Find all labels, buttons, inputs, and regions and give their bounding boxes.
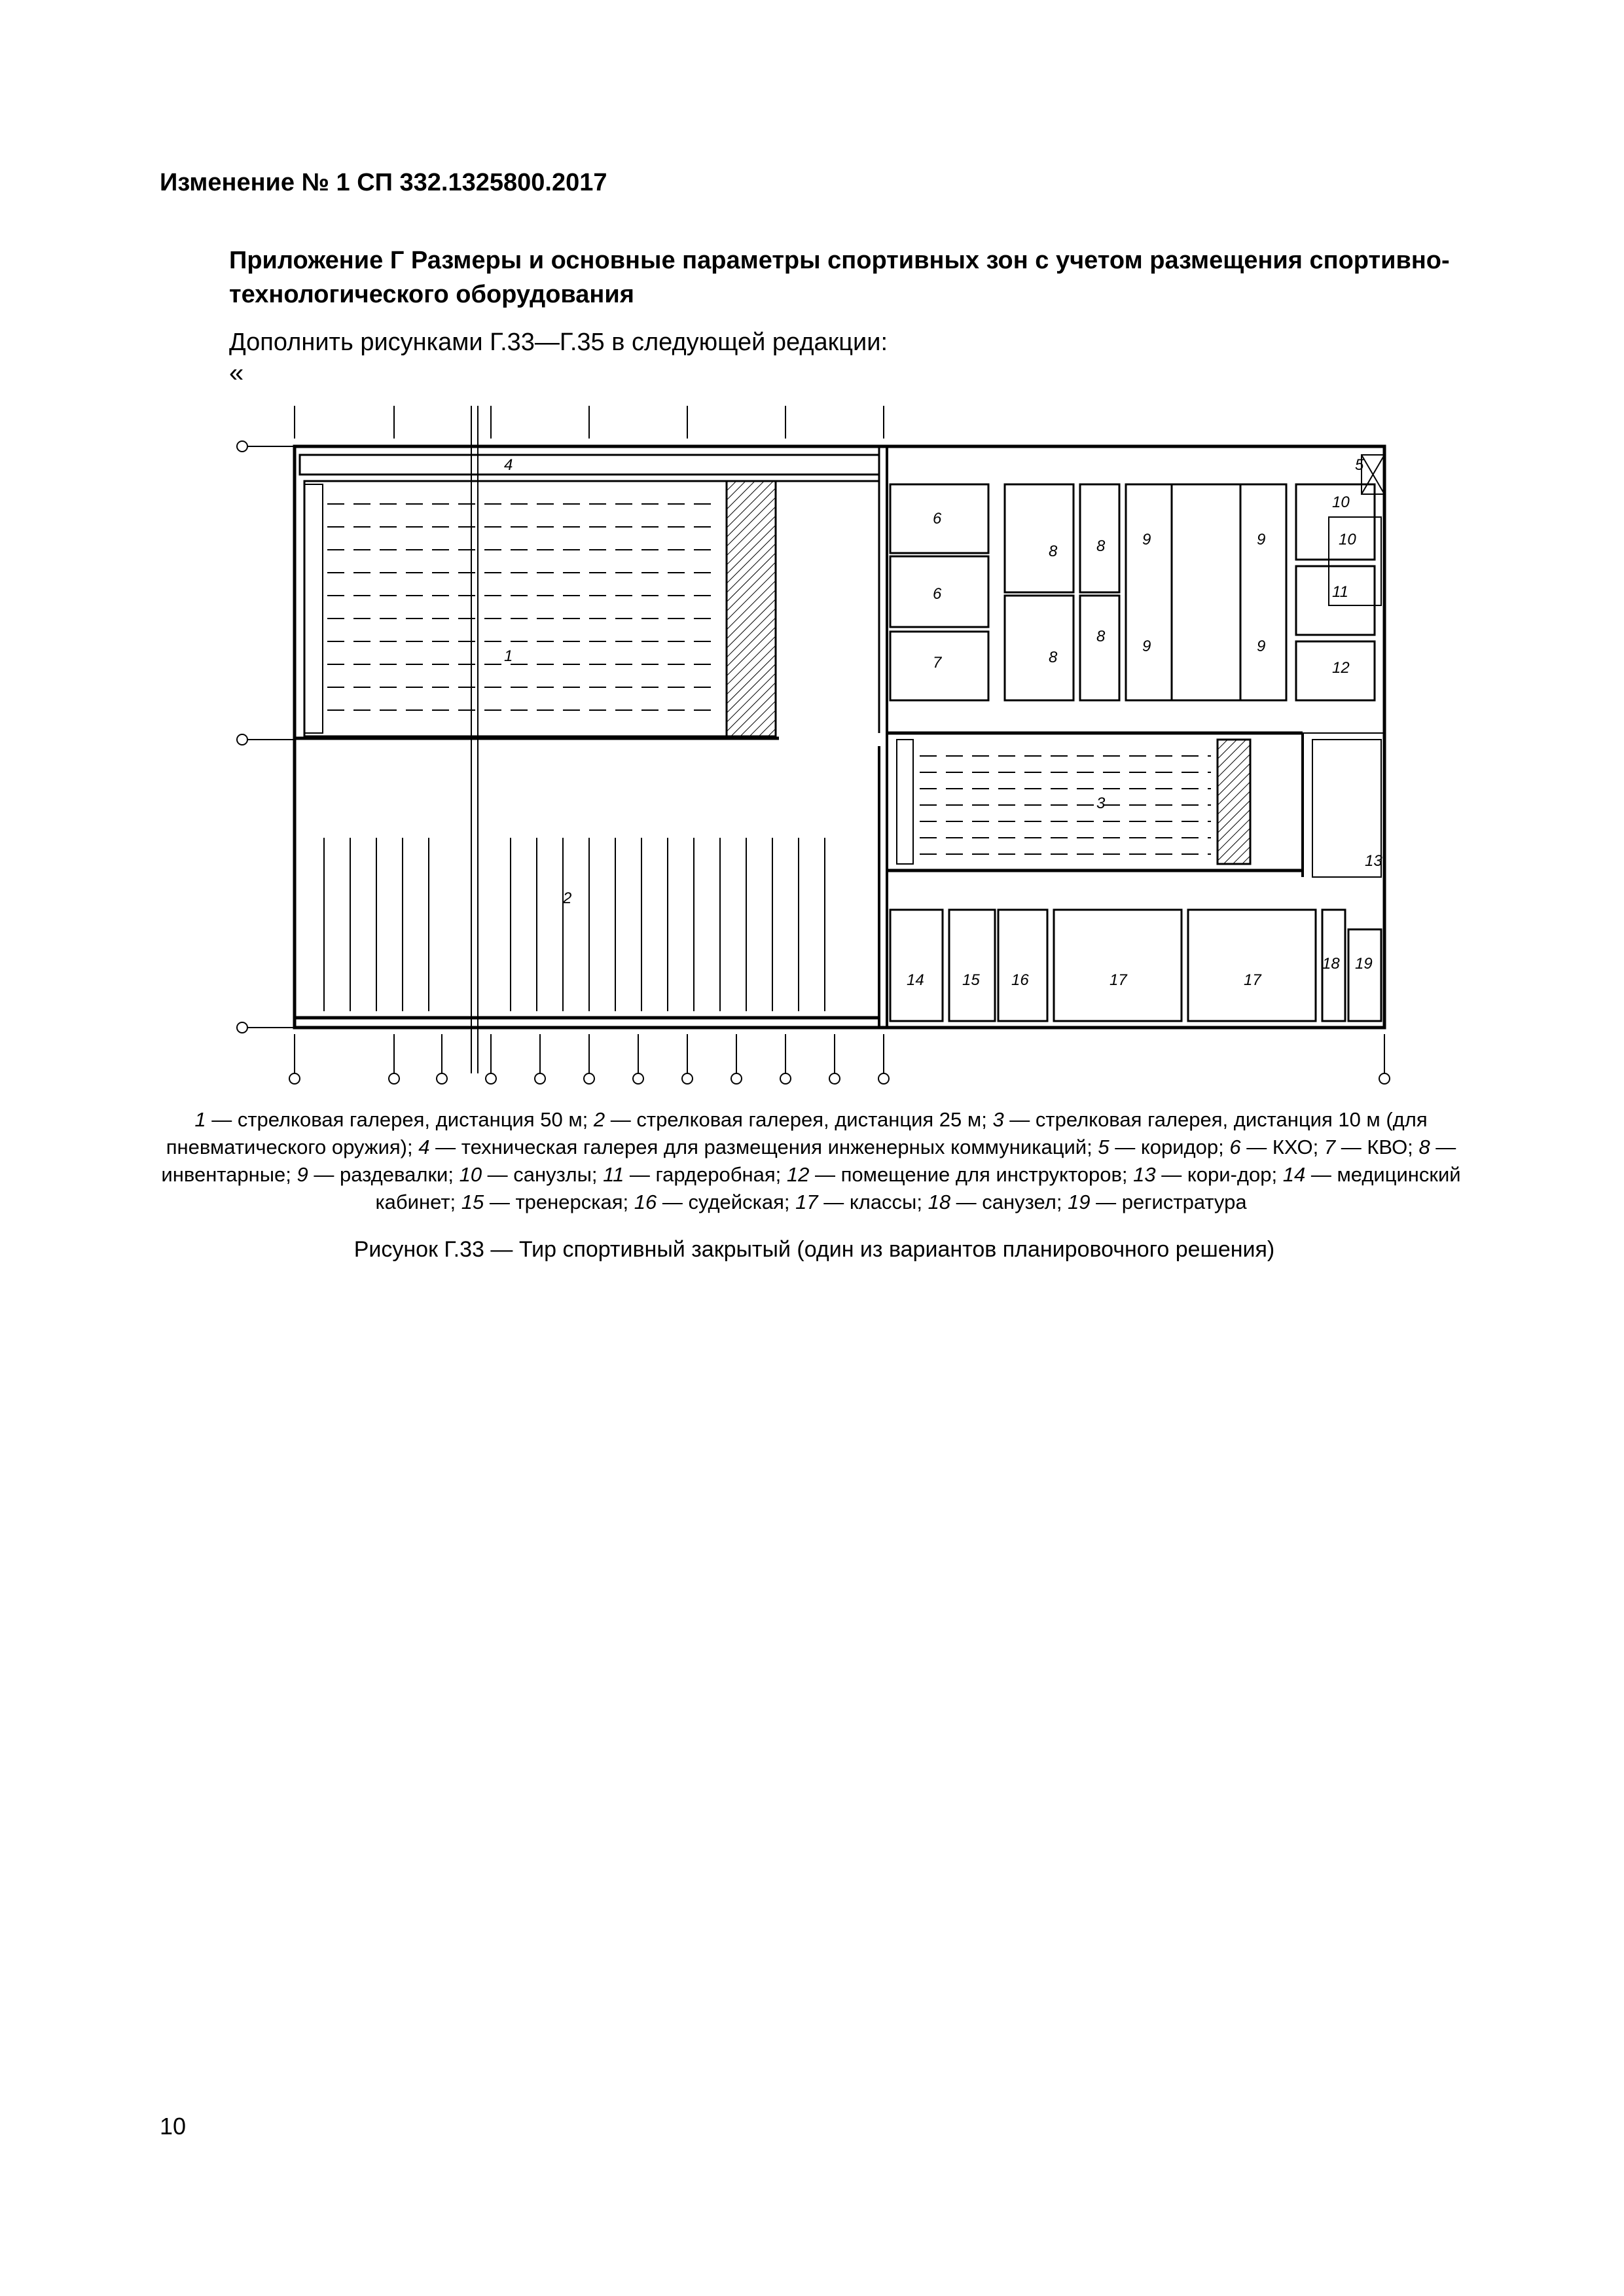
label-8b: 8 [1049,649,1058,666]
label-9a: 9 [1142,531,1151,548]
label-10a: 10 [1332,493,1350,511]
legend-item: 10 — санузлы; [459,1163,598,1186]
label-7: 7 [933,654,942,672]
opening-quote: « [229,359,244,387]
rooms-8 [1005,484,1119,700]
label-8a: 8 [1049,543,1058,560]
legend-item: 8 — инвентарные; [161,1136,1456,1186]
legend-item: 2 — стрелковая галерея, дистанция 25 м; [593,1108,987,1131]
label-13: 13 [1365,852,1382,870]
legend-item: 6 — КХО; [1229,1136,1319,1158]
label-2: 2 [563,889,572,907]
label-17a: 17 [1110,971,1127,989]
legend-item: 4 — техническая галерея для размещения инженерных коммуникаций; [418,1136,1092,1158]
label-3: 3 [1096,795,1106,812]
label-19: 19 [1355,955,1373,973]
legend-item: 3 — стрелковая галерея, дистанция 10 м (для пневматического оружия); [166,1108,1428,1158]
label-6b: 6 [933,585,942,603]
document-header-title: Изменение № 1 СП 332.1325800.2017 [160,169,607,196]
legend-item: 14 — медицинский кабинет; [375,1163,1461,1213]
label-8c: 8 [1096,537,1106,555]
label-11: 11 [1332,583,1348,601]
rooms-9 [1126,484,1286,700]
label-12: 12 [1332,659,1350,677]
label-9c: 9 [1257,531,1266,548]
label-4: 4 [504,456,513,474]
label-8d: 8 [1096,628,1106,645]
label-1: 1 [504,647,513,665]
rooms-14-19 [890,910,1381,1021]
legend-item: 19 — регистратура [1068,1191,1247,1213]
label-18: 18 [1322,955,1340,973]
room-3-gallery-10m [887,733,1303,877]
legend-item: 16 — судейская; [634,1191,790,1213]
label-10b: 10 [1339,531,1356,548]
label-17b: 17 [1244,971,1261,989]
room-2-gallery-25m [324,838,825,1011]
label-5: 5 [1355,456,1364,474]
appendix-title: Приложение Г Размеры и основные параметры спортивных зон с учетом размещения спортивно-технологического оборудования [229,247,1450,308]
label-6a: 6 [933,510,942,528]
legend-item: 11 — гардеробная; [603,1163,782,1186]
legend-item: 12 — помещение для инструкторов; [786,1163,1128,1186]
legend-item: 9 — раздевалки; [297,1163,454,1186]
label-15: 15 [962,971,980,989]
axis-markers-left [237,441,295,1033]
label-9b: 9 [1142,637,1151,655]
figure-caption: Рисунок Г.33 — Тир спортивный закрытый (один из вариантов планировочного решения) [353,1237,1275,1262]
legend-item: 5 — коридор; [1098,1136,1224,1158]
axis-markers-bottom [289,1034,1390,1084]
supplement-text: Дополнить рисунками Г.33—Г.35 в следующей редакции: [229,329,888,356]
legend-item: 18 — санузел; [928,1191,1062,1213]
legend-item: 17 — классы; [795,1191,922,1213]
legend-item: 13 — кори-дор; [1133,1163,1278,1186]
axis-ticks-top [295,406,884,439]
floor-plan-drawing [223,393,1401,1093]
label-16: 16 [1011,971,1029,989]
legend-item: 7 — КВО; [1324,1136,1413,1158]
figure-legend [160,1106,1462,1216]
legend-item: 15 — тренерская; [461,1191,629,1213]
page-number: 10 [160,2113,187,2140]
label-9d: 9 [1257,637,1266,655]
room-4-tech-gallery [300,455,879,475]
label-14: 14 [907,971,924,989]
room-1-gallery-50m [304,481,776,736]
legend-item: 1 — стрелковая галерея, дистанция 50 м; [194,1108,588,1131]
